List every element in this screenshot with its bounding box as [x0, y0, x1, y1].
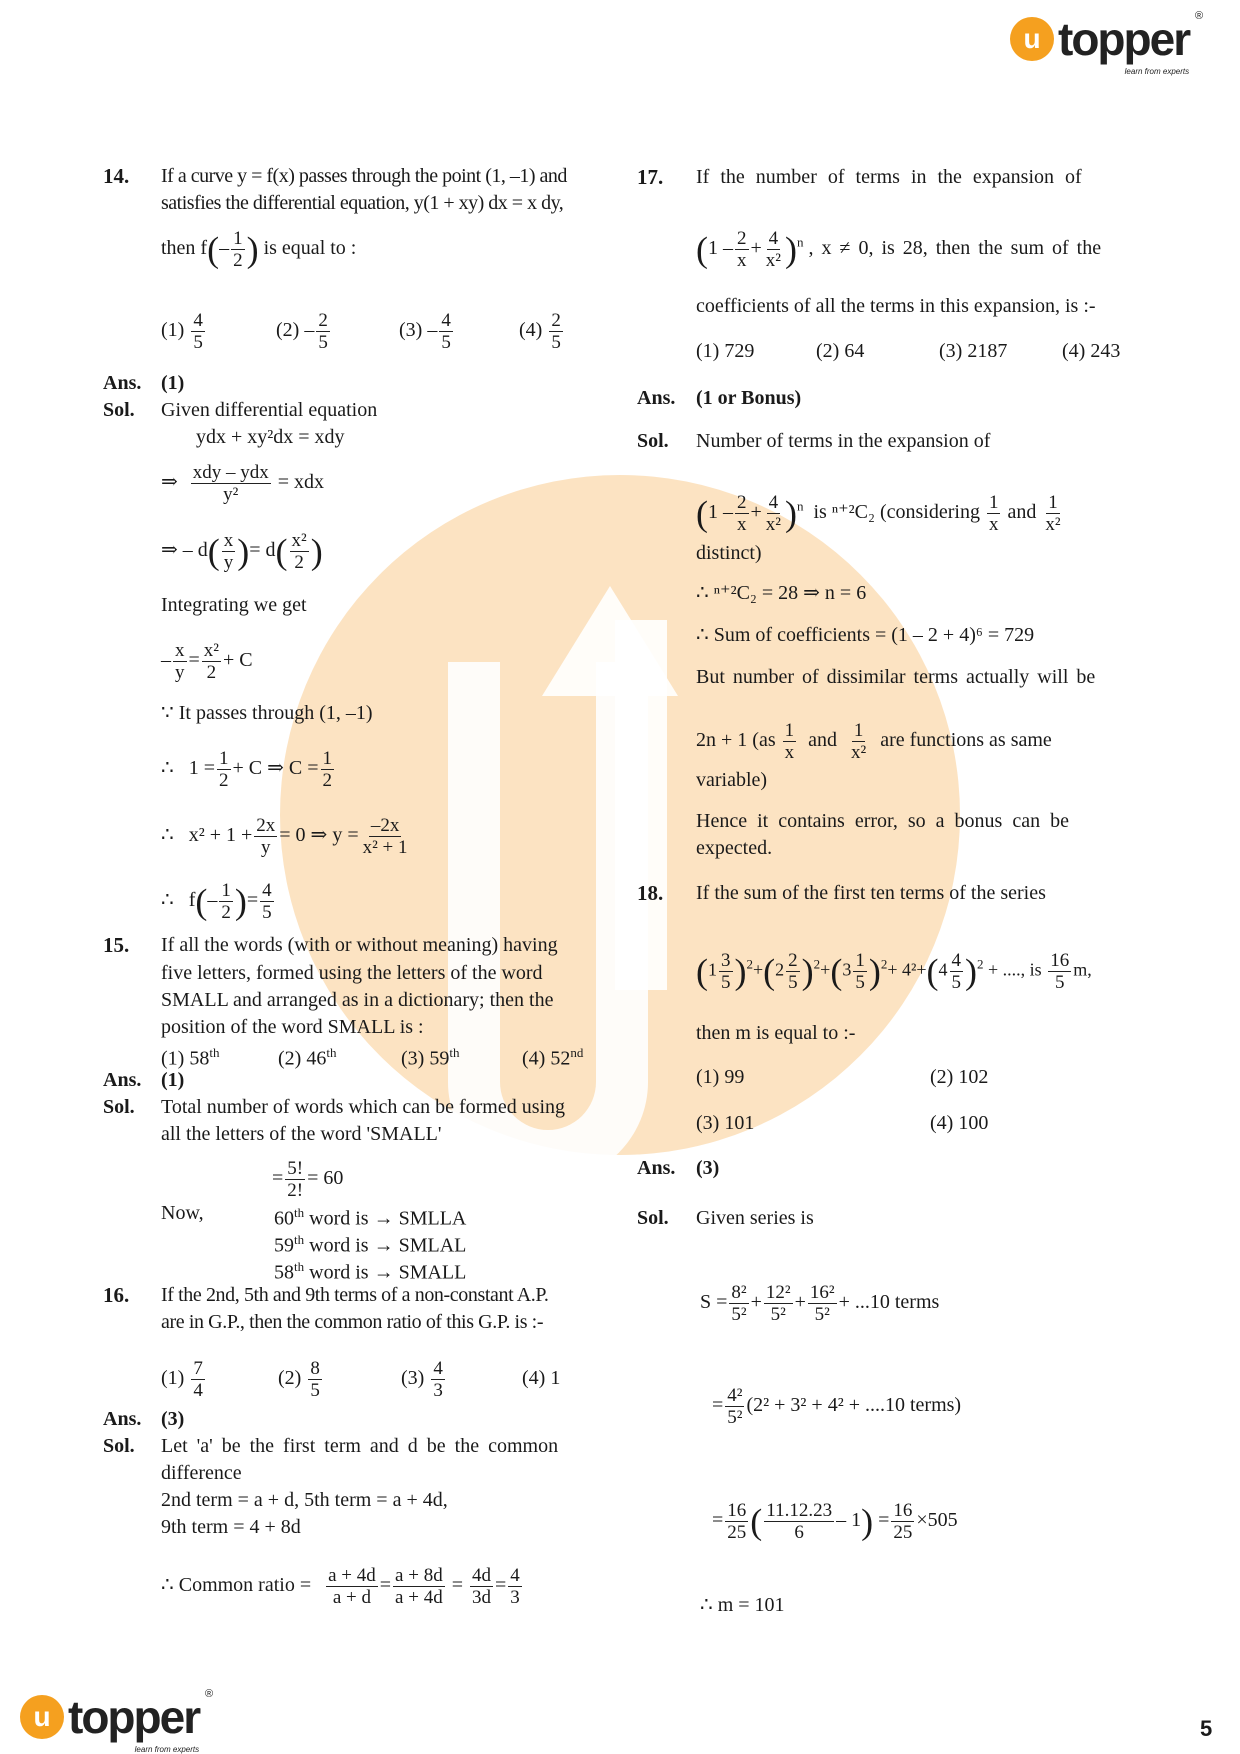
solution-text: Given series is [696, 1207, 814, 1229]
solution-text: ∵ It passes through (1, –1) [161, 702, 373, 724]
solution-text: Integrating we get [161, 594, 307, 616]
logo-tagline: learn from experts [1124, 67, 1190, 76]
ans-label: Ans. [103, 1408, 142, 1430]
options: (1) $\frac{7}{4}$ (2) $\frac{8}{5}$ (3) $\frac{4}{3}$ (4) 1 [161, 1358, 561, 1401]
solution-text: Let 'a' be the first term and d be the common [161, 1435, 559, 1457]
question-text: If the 2nd, 5th and 9th terms of a non-constant A.P. [161, 1284, 549, 1306]
question-math: (1 $\frac{3}{5}$ )$^2$+(2 $\frac{2}{5}$ )$^2$+(3 $\frac{1}{5}$ )$^2$+ 4²+(4 $\frac{4}{5}$ )$^2$ + ...., is $\frac{16}{5}$ m, [696, 950, 1092, 993]
solution-math: ⇒ $\frac{\text{xdy – ydx}}{\text{y²}}$ = xdx [161, 462, 325, 505]
sol-label: Sol. [637, 1207, 669, 1229]
question-text: If all the words (with or without meaning) having [161, 934, 558, 956]
solution-text: all the letters of the word 'SMALL' [161, 1123, 442, 1145]
solution-text: Hence it contains error, so a bonus can be [696, 810, 1069, 832]
solution-math: ydx + xy²dx = xdy [196, 426, 345, 448]
options: (1) $\frac{4}{5}$ (2) – $\frac{2}{5}$ (3) – $\frac{4}{5}$ (4) $\frac{2}{5}$ [161, 310, 561, 353]
question-text: then m is equal to :- [696, 1022, 856, 1044]
ans-label: Ans. [637, 1157, 676, 1179]
answer: (1 or Bonus) [696, 387, 802, 409]
answer: (3) [696, 1157, 720, 1179]
answer: (1) [161, 1069, 185, 1091]
solution-text: Now, [161, 1202, 204, 1224]
question-text: are in G.P., then the common ratio of this G.P. is :- [161, 1311, 544, 1333]
question-number: 17. [637, 165, 664, 189]
question-text: If a curve y = f(x) passes through the point (1, –1) and [161, 165, 567, 187]
solution-text: difference [161, 1462, 242, 1484]
question-text: five letters, formed using the letters of the word [161, 962, 543, 984]
solution-math: ∴ Sum of coefficients = (1 – 2 + 4)⁶ = 729 [696, 624, 1035, 646]
sol-label: Sol. [637, 430, 669, 452]
solution-text: distinct) [696, 542, 762, 564]
footer-logo [20, 1688, 212, 1754]
question-text: satisfies the differential equation, y(1 + xy) dx = x dy, [161, 192, 564, 214]
question-math: (1 – $\frac{2}{x}$ + $\frac{4}{\text{x²}}$ )$^n$ , x ≠ 0, is 28, then the sum of the [696, 228, 1102, 271]
solution-math: ∴ m = 101 [700, 1594, 785, 1616]
page-number: 5 [1200, 1716, 1213, 1741]
question-number: 15. [103, 933, 130, 957]
ans-label: Ans. [637, 387, 676, 409]
solution-text: expected. [696, 837, 773, 859]
solution-text: Number of terms in the expansion of [696, 430, 991, 452]
solution-math: S = $\frac{\text{8²}}{\text{5²}}$ + $\frac{\text{12²}}{\text{5²}}$ + $\frac{\text{16²}}{\text{5²}}$ + ...10 terms [700, 1282, 940, 1325]
question-text: position of the word SMALL is : [161, 1016, 424, 1038]
solution-math: ∴ Common ratio = $\frac{a + 4d}{a + d}$ = $\frac{a + 8d}{a + 4d}$ = $\frac{4d}{3d}$ = $\frac{4}{3}$ [161, 1565, 520, 1608]
solution-text: 2nd term = a + d, 5th term = a + 4d, [161, 1489, 448, 1511]
solution-text: Given differential equation [161, 399, 378, 421]
solution-text: 9th term = 4 + 8d [161, 1516, 301, 1538]
header-logo [1010, 10, 1202, 76]
question-number: 14. [103, 164, 130, 188]
solution-math: – $\frac{x}{y}$ = $\frac{\text{x²}}{2}$ + C [161, 640, 253, 683]
solution-text: Total number of words which can be formed using [161, 1096, 566, 1118]
question-text: If the sum of the first ten terms of the series [696, 882, 1046, 904]
solution-math: ⇒ – d( $\frac{x}{y}$ )= d( $\frac{\text{x²}}{2}$ ) [161, 530, 323, 573]
solution-math: 2n + 1 (as $\frac{1}{x}$ and $\frac{1}{\text{x²}}$ are functions as same [696, 720, 1052, 763]
solution-math: = $\frac{\text{4²}}{\text{5²}}$ (2² + 3² + 4² + ....10 terms) [712, 1385, 962, 1428]
options: (1) 729 (2) 64 (3) 2187 (4) 243 [696, 340, 1121, 362]
registered-mark: ® [1195, 10, 1202, 22]
option: (2) 102 [930, 1066, 989, 1088]
question-number: 16. [103, 1283, 130, 1307]
logo-mark-icon: u [20, 1695, 64, 1739]
solution-math: = $\frac{5!}{2!}$ = 60 [272, 1158, 344, 1201]
solution-math: ∴ ⁿ⁺²C₂ = 28 ⇒ n = 6 [696, 582, 867, 604]
option: (1) 99 [696, 1066, 745, 1088]
ans-label: Ans. [103, 372, 142, 394]
solution-text: 60th word is → SMLLA [274, 1205, 467, 1230]
solution-text: 59th word is → SMLAL [274, 1232, 467, 1257]
solution-math: = $\frac{16}{25}$ ( $\frac{11.12.23}{6}$ – 1) = $\frac{16}{25}$ ×505 [712, 1500, 958, 1543]
sol-label: Sol. [103, 1096, 135, 1118]
watermark-arrow-shaft [615, 620, 667, 990]
logo-wordmark: topper [1058, 13, 1190, 65]
solution-math: ∴ f(– $\frac{1}{2}$ )= $\frac{4}{5}$ [161, 880, 272, 923]
question-text: SMALL and arranged as in a dictionary; then the [161, 989, 554, 1011]
option: (4) 100 [930, 1112, 989, 1134]
solution-math: (1 – $\frac{2}{x}$ + $\frac{4}{\text{x²}}$ )$^n$ is ⁿ⁺²C₂ (considering $\frac{1}{x}$ and $\frac{1}{\text{x²}}$ [696, 492, 1061, 535]
ans-label: Ans. [103, 1069, 142, 1091]
solution-text: variable) [696, 769, 768, 791]
logo-tagline: learn from experts [134, 1745, 200, 1754]
sol-label: Sol. [103, 399, 135, 421]
options: (1) 58th (2) 46th (3) 59th (4) 52nd [161, 1045, 584, 1070]
solution-text: But number of dissimilar terms actually will be [696, 666, 1096, 688]
sol-label: Sol. [103, 1435, 135, 1457]
question-number: 18. [637, 881, 664, 905]
logo-mark-icon: u [1010, 17, 1054, 61]
question-text: coefficients of all the terms in this expansion, is :- [696, 295, 1096, 317]
solution-math: ∴ 1 = $\frac{1}{2}$ + C ⇒ C = $\frac{1}{2}$ [161, 748, 333, 791]
answer: (1) [161, 372, 185, 394]
question-text: then f(– $\frac{1}{2}$ ) is equal to : [161, 228, 357, 271]
logo-wordmark: topper [68, 1691, 200, 1743]
registered-mark: ® [205, 1688, 212, 1700]
solution-text: 58th word is → SMALL [274, 1259, 467, 1284]
option: (3) 101 [696, 1112, 755, 1134]
question-text: If the number of terms in the expansion of [696, 166, 1082, 188]
solution-math: ∴ x² + 1 + $\frac{2x}{y}$ = 0 ⇒ y = $\frac{-2x}{\text{x² + 1}}$ [161, 815, 408, 858]
answer: (3) [161, 1408, 185, 1430]
